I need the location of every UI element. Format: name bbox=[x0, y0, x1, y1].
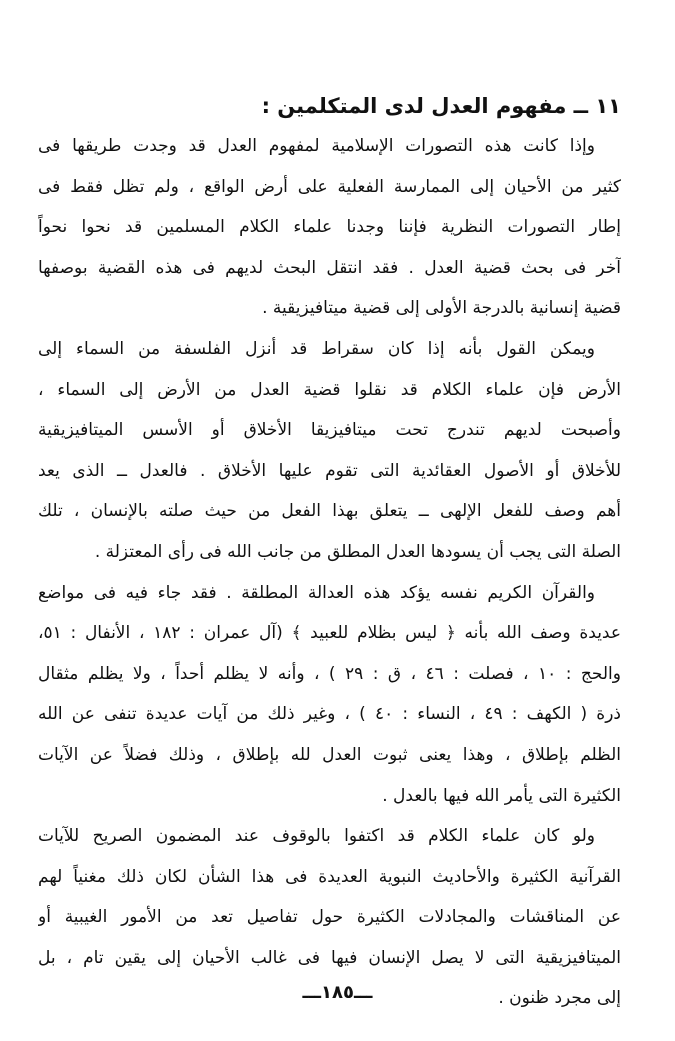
text-line: الأرض فإن علماء الكلام قد نقلوا قضية العدل من الأرض إلى السماء ، bbox=[38, 379, 621, 400]
text-line: الظلم بإطلاق ، وهذا يعنى ثبوت العدل لله بإطلاق ، وذلك فضلاً عن الآيات bbox=[38, 744, 621, 765]
text-line: عن المناقشات والمجادلات الكثيرة حول تفاصيل تعد من الأمور الغيبية أو bbox=[38, 907, 621, 928]
text-line: وأصبحت لديهم تندرج تحت ميتافيزيقا الأخلاق أو الأسس الميتافيزيقية bbox=[38, 420, 621, 441]
text-line: عديدة وصف الله بأنه ﴿ ليس بظلام للعبيد ﴾ (آل عمران : ١٨٢ ، الأنفال : ٥١، bbox=[38, 623, 621, 644]
text-line: والقرآن الكريم نفسه يؤكد هذه العدالة المطلقة . فقد جاء فيه فى مواضع bbox=[38, 582, 595, 603]
text-line: للأخلاق أو الأصول العقائدية التى تقوم عليها الأخلاق . فالعدل ــ الذى يعد bbox=[38, 460, 621, 481]
section-heading: ١١ ــ مفهوم العدل لدى المتكلمين : bbox=[261, 94, 621, 118]
body-text bbox=[38, 126, 621, 1019]
text-line: ويمكن القول بأنه إذا كان سقراط قد أنزل الفلسفة من السماء إلى bbox=[38, 338, 595, 359]
text-line: كثير من الأحيان إلى الممارسة الفعلية على أرض الواقع ، ولم تظل فقط فى bbox=[38, 176, 621, 197]
text-line: ذرة ( الكهف : ٤٩ ، النساء : ٤٠ ) ، وغير ذلك من آيات عديدة تنفى عن الله bbox=[38, 704, 621, 725]
text-line: قضية إنسانية بالدرجة الأولى إلى قضية ميتافيزيقية . bbox=[262, 298, 621, 319]
text-line: وإذا كانت هذه التصورات الإسلامية لمفهوم العدل قد وجدت طريقها فى bbox=[38, 136, 595, 156]
text-line: أهم وصف للفعل الإلهى ــ يتعلق بهذا الفعل من حيث صلته بالإنسان ، تلك bbox=[38, 501, 621, 522]
text-line: إلى مجرد ظنون . bbox=[498, 988, 621, 1009]
text-line: الكثيرة التى يأمر الله فيها بالعدل . bbox=[382, 785, 621, 806]
page-body bbox=[38, 86, 621, 1019]
text-line: القرآنية الكثيرة والأحاديث النبوية العديدة فى هذا الشأن لكان ذلك مغنياً لهم bbox=[38, 866, 621, 887]
text-line: الصلة التى يجب أن يسودها العدل المطلق من جانب الله فى رأى المعتزلة . bbox=[94, 541, 621, 562]
text-line: إطار التصورات النظرية فإننا وجدنا علماء الكلام المسلمين قد نحوا نحواً bbox=[38, 217, 621, 238]
text-line: والحج : ١٠ ، فصلت : ٤٦ ، ق : ٢٩ ) ، وأنه لا يظلم أحداً ، ولا يظلم مثقال bbox=[38, 663, 621, 684]
page-number: ـــ١٨٥ـــ bbox=[302, 982, 373, 1003]
text-line: الميتافيزيقية التى لا يصل الإنسان فيها فى غالب الأحيان إلى يقين تام ، بل bbox=[38, 947, 621, 968]
text-line: آخر فى بحث قضية العدل . فقد انتقل البحث لديهم فى هذه القضية بوصفها bbox=[38, 257, 621, 278]
text-line: ولو كان علماء الكلام قد اكتفوا بالوقوف عند المضمون الصريح للآيات bbox=[38, 826, 595, 847]
